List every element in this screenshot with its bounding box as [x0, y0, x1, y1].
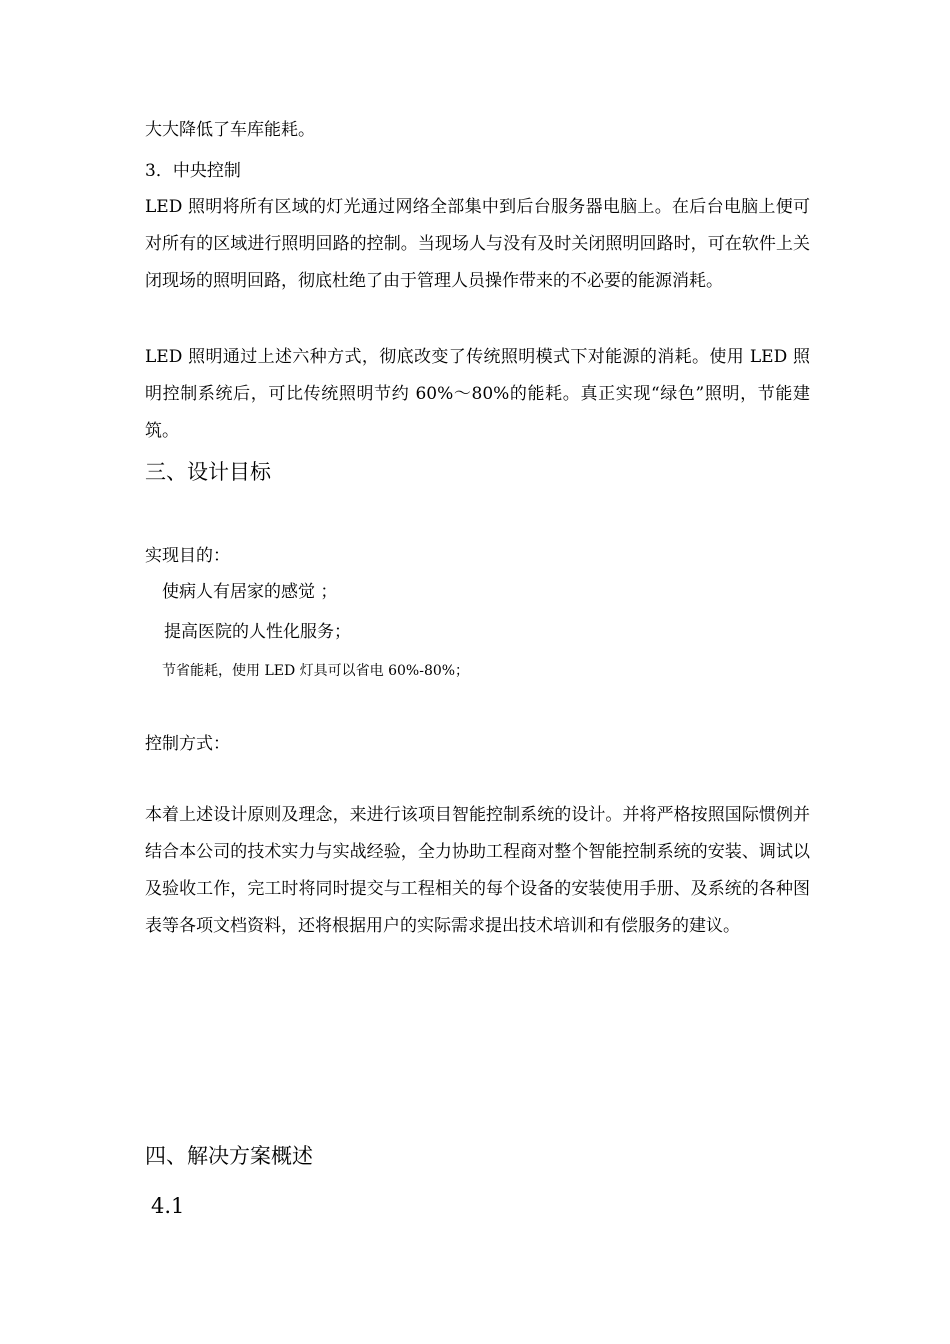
paragraph-design-approach: 本着上述设计原则及理念，来进行该项目智能控制系统的设计。并将严格按照国际惯例并结合本公司的技术实力与实战经验，全力协助工程商对整个智能控制系统的安装、调试以及验收工作，完工时将同时提交与工程相关的每个设备的安装使用手册、及系统的各种图表等各项文档资料，还将根据用户的实际需求提出技术培训和有偿服务的建议。	[145, 805, 810, 936]
control-method-label: 控制方式：	[145, 734, 230, 754]
item-heading-central-control: 3．中央控制	[145, 161, 241, 181]
subsection-number: 4.1	[151, 1194, 185, 1218]
goal-item-3: 节省能耗，使用 LED 灯具可以省电 60%-80%；	[162, 663, 470, 679]
section-heading-solution-overview: 四、解决方案概述	[145, 1144, 313, 1168]
goal-item-2: 提高医院的人性化服务；	[164, 622, 351, 642]
paragraph-energy-summary: 大大降低了车库能耗。	[145, 120, 315, 140]
goal-item-1: 使病人有居家的感觉 ；	[162, 582, 338, 602]
section-heading-design-goals: 三、设计目标	[145, 460, 271, 484]
goals-label: 实现目的：	[145, 546, 230, 566]
paragraph-central-control: LED 照明将所有区域的灯光通过网络全部集中到后台服务器电脑上。在后台电脑上便可对所有的区域进行照明回路的控制。当现场人与没有及时关闭照明回路时，可在软件上关闭现场的照明回路，彻底杜绝了由于管理人员操作带来的不必要的能源消耗。	[145, 197, 810, 291]
paragraph-led-savings: LED 照明通过上述六种方式，彻底改变了传统照明模式下对能源的消耗。使用 LED 照明控制系统后，可比传统照明节约 60%～80%的能耗。真正实现“绿色”照明，节能建筑。	[145, 347, 810, 441]
